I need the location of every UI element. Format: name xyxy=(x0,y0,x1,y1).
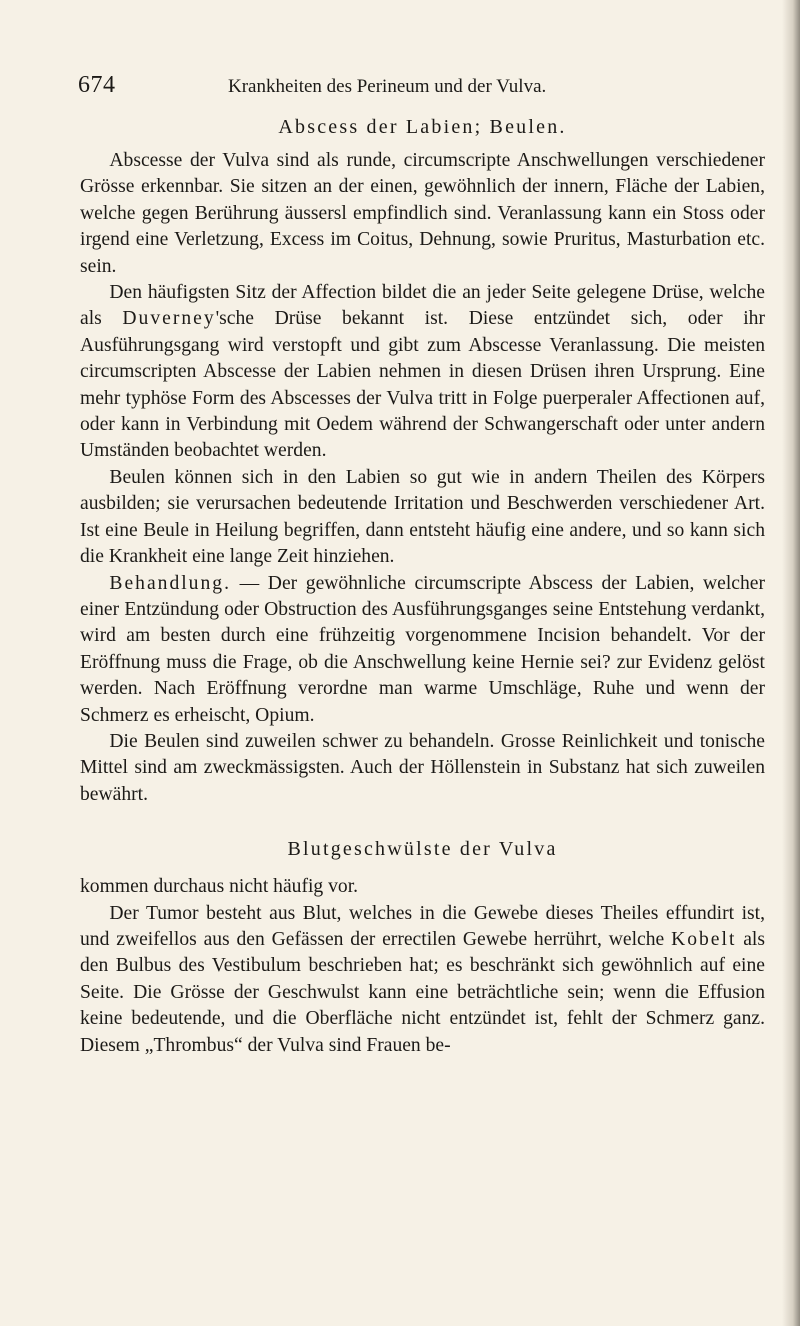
paragraph-beulen: Beulen können sich in den Labien so gut wie in andern Theilen des Körpers ausbilden; sie verursachen bedeutende Irritation und Beschwerden verschiedener Art. Ist eine Beule in Heilung begriffen, dann entsteht häufig eine andere, und so kann sich die Krankheit eine lange Zeit hinziehen. xyxy=(80,466,765,568)
paragraph-abscess-intro: Abscesse der Vulva sind als runde, circumscripte Anschwellungen verschiedener Grösse erkennbar. Sie sitzen an der einen, gewöhnlich der innern, Fläche der Labien, welche gegen Berührung äussersl empfindlich sind. Veranlassung kann ein Stoss oder irgend eine Verletzung, Excess im Coitus, Dehnung, sowie Pruritus, Masturbation etc. sein. xyxy=(80,150,765,277)
running-title: Krankheiten des Perineum und der Vulva. xyxy=(228,76,547,97)
section-heading-abscess: Abscess der Labien; Beulen. xyxy=(278,116,567,138)
paragraph-tumor xyxy=(80,901,765,1059)
page-body xyxy=(80,112,765,1059)
paragraph-duverney-text-start: Den häufigsten Sitz der Affection bildet die an jeder Seite gelegene Drüse, welche als xyxy=(80,282,765,330)
page-edge-shadow xyxy=(782,0,800,1326)
paragraph-beulen-treatment: Die Beulen sind zuweilen schwer zu behandeln. Grosse Reinlichkeit und tonische Mittel sind am zweckmässigsten. Auch der Höllenstein in Substanz hat sich zuweilen bewährt. xyxy=(80,730,765,805)
page-number: 674 xyxy=(78,72,116,98)
paragraph-tumor-text-end: als den Bulbus des Vestibulum beschrieben hat; es beschränkt sich gewöhnlich auf eine Seite. Die Grösse der Geschwulst kann eine beträchtliche sein; wenn die Effusion keine bedeutende, und die Oberfläche nicht entzündet ist, fehlt der Schmerz ganz. Diesem „Thrombus“ der Vulva sind Frauen be- xyxy=(80,928,765,1056)
paragraph-duverney-text-end: 'sche Drüse bekannt ist. Diese entzündet sich, oder ihr Ausführungsgang wird verstopft und gibt zum Abscesse Veranlassung. Die meisten circumscripten Abscesse der Labien nehmen in diesen Drüsen ihren Ursprung. Eine mehr typhöse Form des Abscesses der Vulva tritt in Folge puerperaler Affectionen auf, oder kann in Verbindung mit Oedem während der Schwangerschaft oder unter andern Umständen beobachtet werden. xyxy=(80,308,765,462)
author-name-duverney: Duverney xyxy=(122,308,216,330)
paragraph-duverney xyxy=(80,280,765,465)
behandlung-text: — Der gewöhnliche circumscripte Abscess der Labien, welcher einer Entzündung oder Obstruction des Ausführungsganges seine Entstehung verdankt, wird am besten durch eine frühzeitig vorgenommene Incision behandelt. Vor der Eröffnung muss die Frage, ob die Anschwellung keine Hernie sei? zur Evidenz gelöst werden. Nach Eröffnung verordne man warme Umschläge, Ruhe und wenn der Schmerz es erheischt, Opium. xyxy=(80,572,765,726)
author-name-kobelt: Kobelt xyxy=(671,928,737,950)
paragraph-tumor-text-start: Der Tumor besteht aus Blut, welches in die Gewebe dieses Theiles effundirt ist, und zweifellos aus den Gefässen der errectilen Gewebe herrührt, welche xyxy=(80,902,765,950)
running-head xyxy=(78,72,768,102)
paragraph-frequency: kommen durchaus nicht häufig vor. xyxy=(80,876,359,898)
section-heading-blutgeschwuelste: Blutgeschwülste der Vulva xyxy=(287,838,558,861)
paragraph-behandlung xyxy=(80,571,765,729)
behandlung-label: Behandlung. xyxy=(109,572,231,594)
